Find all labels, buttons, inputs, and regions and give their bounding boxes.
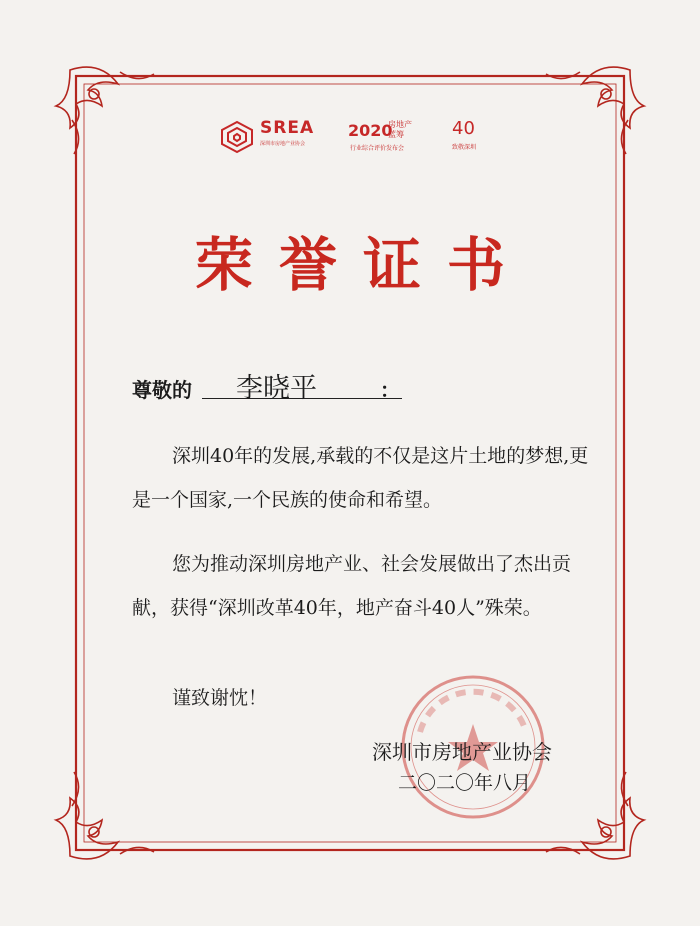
closing-line: 谨致谢忱！ [172,687,268,709]
corner-ornament-bottom-left [56,772,154,859]
award-2020-label-bottom: 蓝筹 [388,130,404,139]
salutation-prefix: 尊敬的 [132,378,192,402]
salutation-line [132,366,432,406]
award-2020-year: 2020 [348,121,393,140]
body-paragraph-2-text: 您为推动深圳房地产业、社会发展做出了杰出贡献，获得“深圳改革40年，地产奋斗40人”殊荣。 [132,553,572,619]
recipient-name: 李晓平 [236,373,317,404]
anniversary-subtitle: 致敬深圳 [452,144,477,151]
salutation-colon: ： [380,378,400,402]
srea-logo-text: SREA [260,118,315,138]
body-paragraph-2 [132,542,602,630]
anniversary-number: 40 [452,118,475,139]
corner-ornament-top-left [56,67,154,154]
issuer-name: 深圳市房地产业协会 [372,740,552,764]
award-2020-subtitle: 行业综合评价发布会 [350,145,405,152]
srea-emblem-icon [220,120,254,154]
certificate-title: 荣誉证书 [194,231,531,299]
anniversary-40-logo [452,118,492,158]
corner-ornament-bottom-right [546,772,644,859]
award-2020-logo [348,118,432,158]
corner-ornament-top-right [546,67,644,154]
srea-logo-subtitle: 深圳市房地产业协会 [260,141,306,147]
logo-strip [220,118,490,158]
body-paragraph-1 [132,434,602,522]
body-paragraph-1-text: 深圳40年的发展,承载的不仅是这片土地的梦想,更是一个国家,一个民族的使命和希望。 [132,445,589,511]
award-2020-label-top: 房地产 [388,120,412,129]
srea-logo [220,118,332,158]
issue-date: 二〇二〇年八月 [398,772,532,794]
